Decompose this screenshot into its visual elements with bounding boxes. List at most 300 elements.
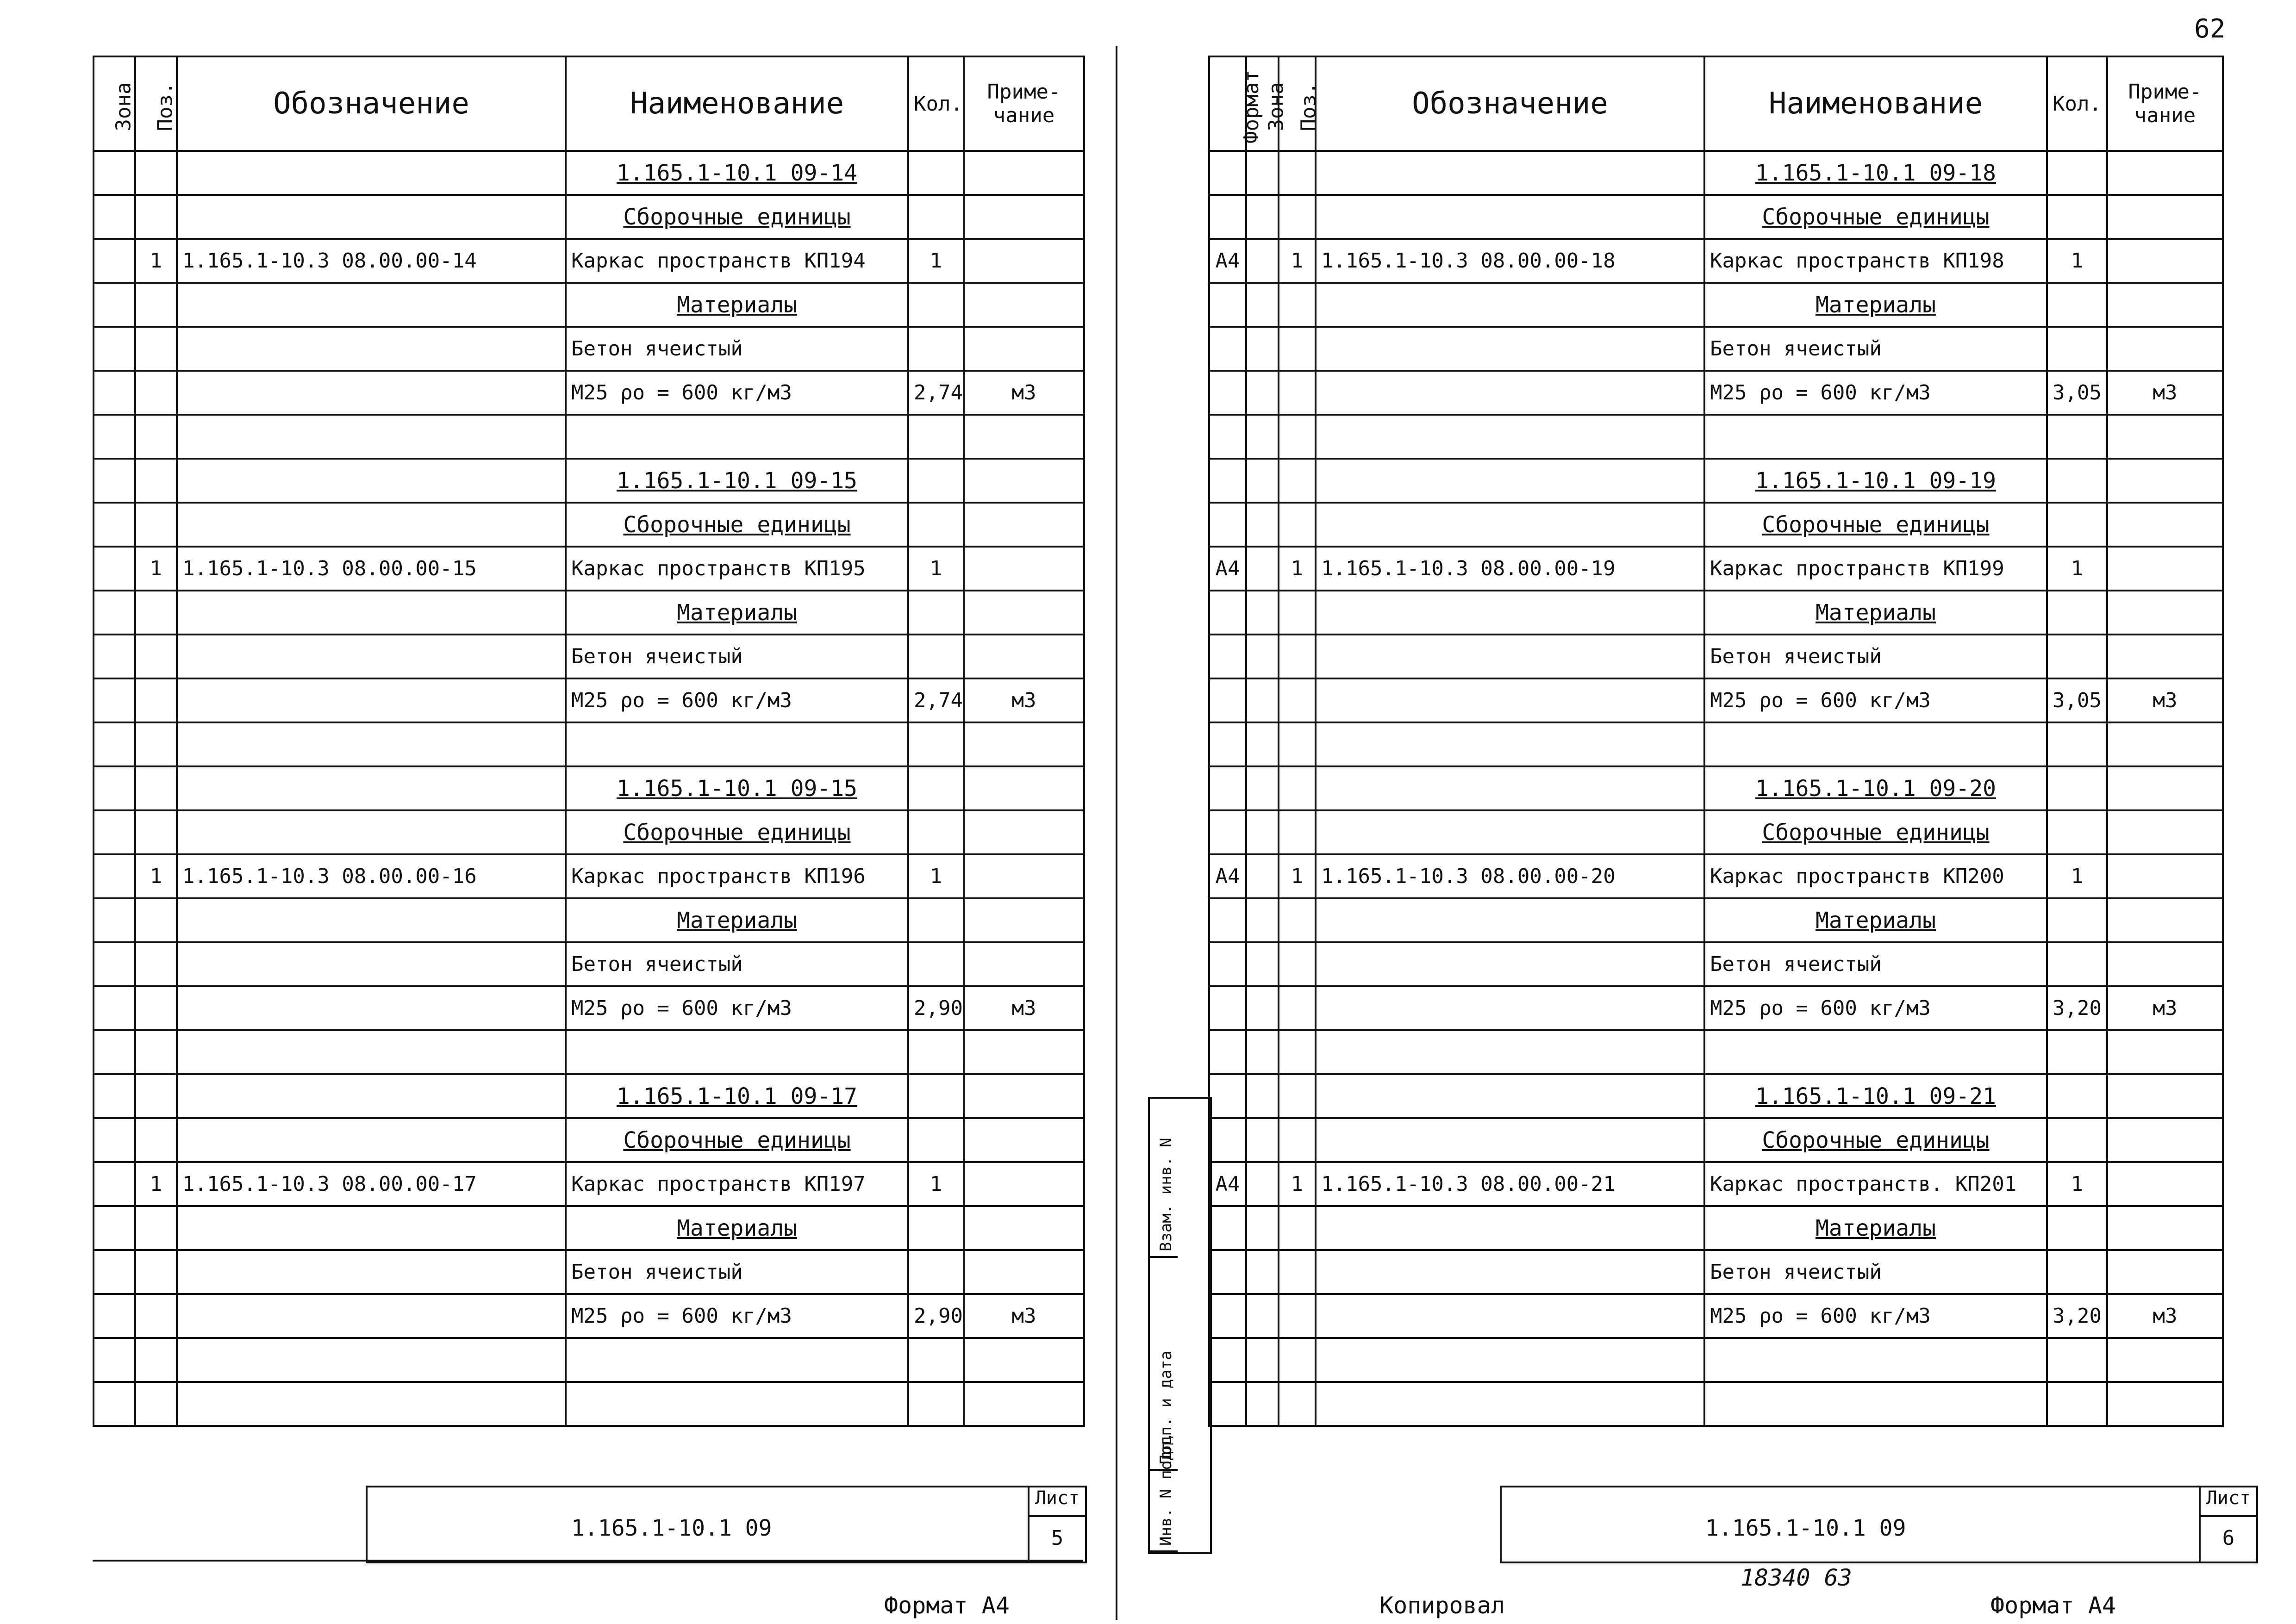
table-cell: [94, 1162, 135, 1206]
table-cell: [2047, 766, 2107, 810]
table-cell: [1316, 151, 1704, 195]
table-cell: 1.165.1-10.3 08.00.00-18: [1316, 239, 1704, 283]
table-cell: [566, 1030, 908, 1074]
table-cell: [908, 283, 964, 327]
table-cell: [1316, 1382, 1704, 1426]
table-row: [1209, 722, 2223, 766]
table-cell: [908, 810, 964, 854]
table-cell: 1.165.1-10.3 08.00.00-20: [1316, 854, 1704, 898]
table-cell: [94, 1294, 135, 1338]
table-cell: [177, 986, 566, 1030]
table-cell: 1.165.1-10.1 09-21: [1704, 1074, 2047, 1118]
table-cell: [1246, 1294, 1279, 1338]
table-cell: [135, 1294, 177, 1338]
header-zone: Зона: [1246, 56, 1279, 151]
table-cell: [566, 415, 908, 459]
table-row: [94, 854, 1084, 898]
table-row: [94, 1382, 1084, 1426]
table-cell: М25 ρо = 600 кг/м3: [1704, 371, 2047, 415]
table-cell: [135, 1030, 177, 1074]
table-cell: [1209, 1338, 1246, 1382]
table-cell: [1246, 371, 1279, 415]
table-cell: 1: [135, 547, 177, 591]
table-cell: [1316, 283, 1704, 327]
table-cell: [964, 503, 1084, 547]
table-cell: 1: [2047, 854, 2107, 898]
table-cell: 1.165.1-10.1 09-15: [566, 459, 908, 503]
table-cell: [94, 635, 135, 678]
table-cell: Материалы: [1704, 591, 2047, 635]
table-cell: [908, 1382, 964, 1426]
page-number: 62: [2194, 14, 2226, 44]
table-cell: 2,74: [908, 371, 964, 415]
table-cell: [1246, 195, 1279, 239]
table-cell: [177, 1030, 566, 1074]
table-cell: [908, 635, 964, 678]
table-cell: [2047, 898, 2107, 942]
table-row: [94, 1206, 1084, 1250]
table-cell: [2047, 810, 2107, 854]
table-cell: [1246, 547, 1279, 591]
table-cell: [94, 1382, 135, 1426]
table-cell: [908, 327, 964, 371]
table-cell: [1209, 722, 1246, 766]
table-cell: [1209, 195, 1246, 239]
table-cell: [2047, 591, 2107, 635]
table-cell: [135, 986, 177, 1030]
table-cell: М25 ρо = 600 кг/м3: [1704, 678, 2047, 722]
table-cell: Бетон ячеистый: [566, 327, 908, 371]
table-cell: [94, 854, 135, 898]
table-cell: [1316, 635, 1704, 678]
table-cell: [94, 503, 135, 547]
table-cell: [1316, 591, 1704, 635]
table-cell: [1209, 766, 1246, 810]
table-cell: [1316, 1206, 1704, 1250]
table-cell: [135, 1118, 177, 1162]
table-cell: [1209, 1030, 1246, 1074]
table-cell: [94, 195, 135, 239]
table-cell: Материалы: [566, 283, 908, 327]
table-row: [94, 591, 1084, 635]
table-cell: [964, 1338, 1084, 1382]
table-cell: Материалы: [566, 591, 908, 635]
table-cell: [1246, 854, 1279, 898]
right-sheet-box: [2199, 1487, 2256, 1562]
table-cell: [1316, 942, 1704, 986]
table-cell: [94, 942, 135, 986]
table-cell: [1316, 678, 1704, 722]
table-cell: [1246, 1118, 1279, 1162]
table-cell: Бетон ячеистый: [1704, 1250, 2047, 1294]
table-cell: 1.165.1-10.1 09-14: [566, 151, 908, 195]
table-cell: М25 ρо = 600 кг/м3: [566, 371, 908, 415]
table-cell: 1: [135, 854, 177, 898]
table-cell: [135, 1338, 177, 1382]
table-cell: [1209, 327, 1246, 371]
table-cell: [1316, 1030, 1704, 1074]
table-cell: [1316, 766, 1704, 810]
header-designation: Обозначение: [177, 56, 566, 151]
table-cell: [2107, 1338, 2223, 1382]
table-cell: [1279, 195, 1316, 239]
table-cell: [1246, 1074, 1279, 1118]
table-cell: [2047, 151, 2107, 195]
table-cell: м3: [964, 986, 1084, 1030]
table-row: [94, 1294, 1084, 1338]
table-cell: [94, 766, 135, 810]
table-cell: Сборочные единицы: [1704, 503, 2047, 547]
table-cell: [1316, 195, 1704, 239]
table-cell: [908, 1206, 964, 1250]
table-cell: [1279, 283, 1316, 327]
table-cell: [1704, 1338, 2047, 1382]
table-cell: 1.165.1-10.3 08.00.00-14: [177, 239, 566, 283]
table-cell: [2107, 1074, 2223, 1118]
table-cell: [177, 1118, 566, 1162]
table-cell: [2047, 503, 2107, 547]
table-cell: [964, 1162, 1084, 1206]
table-cell: [135, 1382, 177, 1426]
left-sheet-number: 5: [1051, 1526, 1064, 1550]
table-cell: м3: [2107, 371, 2223, 415]
table-cell: [177, 195, 566, 239]
table-cell: М25 ρо = 600 кг/м3: [1704, 1294, 2047, 1338]
table-row: [1209, 1118, 2223, 1162]
table-cell: [1246, 1382, 1279, 1426]
table-cell: Сборочные единицы: [1704, 1118, 2047, 1162]
table-cell: 1.165.1-10.3 08.00.00-21: [1316, 1162, 1704, 1206]
table-row: [1209, 635, 2223, 678]
table-cell: [908, 415, 964, 459]
table-row: [1209, 327, 2223, 371]
table-cell: [177, 722, 566, 766]
table-row: [94, 986, 1084, 1030]
table-cell: Каркас пространств КП195: [566, 547, 908, 591]
left-sheet-box: [1028, 1487, 1085, 1562]
table-cell: [2107, 151, 2223, 195]
table-cell: [135, 810, 177, 854]
table-row: [94, 722, 1084, 766]
left-table-body: [94, 151, 1084, 1426]
table-cell: [2047, 1382, 2107, 1426]
table-cell: [94, 986, 135, 1030]
table-cell: [1246, 1250, 1279, 1294]
table-cell: [177, 371, 566, 415]
table-cell: [2047, 722, 2107, 766]
table-cell: Бетон ячеистый: [566, 635, 908, 678]
table-cell: М25 ρо = 600 кг/м3: [566, 1294, 908, 1338]
table-cell: [1316, 1338, 1704, 1382]
left-table-header: [94, 56, 1084, 151]
table-cell: [135, 591, 177, 635]
table-cell: 1: [908, 547, 964, 591]
table-cell: [566, 1338, 908, 1382]
table-row: [1209, 591, 2223, 635]
table-cell: [2107, 810, 2223, 854]
table-cell: [1209, 678, 1246, 722]
table-row: [1209, 547, 2223, 591]
table-cell: [1316, 1294, 1704, 1338]
table-cell: [1279, 1206, 1316, 1250]
table-cell: [1704, 1382, 2047, 1426]
table-cell: А4: [1209, 239, 1246, 283]
table-cell: [908, 1250, 964, 1294]
table-cell: [1209, 898, 1246, 942]
table-row: [1209, 942, 2223, 986]
table-cell: [135, 1250, 177, 1294]
table-row: [94, 151, 1084, 195]
table-cell: [1209, 151, 1246, 195]
table-cell: Сборочные единицы: [1704, 810, 2047, 854]
table-row: [94, 810, 1084, 854]
table-cell: А4: [1209, 854, 1246, 898]
table-cell: [1209, 1074, 1246, 1118]
table-cell: [1209, 1250, 1246, 1294]
table-cell: [1279, 1030, 1316, 1074]
table-cell: Каркас пространств КП200: [1704, 854, 2047, 898]
table-cell: [1246, 1338, 1279, 1382]
table-cell: [2047, 1250, 2107, 1294]
table-row: [1209, 1338, 2223, 1382]
table-cell: м3: [2107, 1294, 2223, 1338]
table-cell: 1.165.1-10.1 09-19: [1704, 459, 2047, 503]
table-cell: М25 ρо = 600 кг/м3: [566, 678, 908, 722]
table-cell: 1: [908, 1162, 964, 1206]
table-cell: [908, 459, 964, 503]
table-row: [1209, 503, 2223, 547]
table-row: [94, 415, 1084, 459]
table-cell: [964, 1030, 1084, 1074]
table-cell: [1704, 415, 2047, 459]
table-cell: [2047, 942, 2107, 986]
table-cell: [1246, 766, 1279, 810]
table-row: [1209, 371, 2223, 415]
table-row: [1209, 986, 2223, 1030]
header-qty: Кол.: [2047, 56, 2107, 151]
table-cell: 2,74: [908, 678, 964, 722]
table-cell: [964, 722, 1084, 766]
table-cell: 1.165.1-10.3 08.00.00-19: [1316, 547, 1704, 591]
table-cell: [1209, 635, 1246, 678]
table-cell: [94, 283, 135, 327]
table-cell: [1246, 283, 1279, 327]
table-cell: [964, 195, 1084, 239]
table-cell: [908, 591, 964, 635]
table-row: [94, 503, 1084, 547]
table-cell: [2107, 547, 2223, 591]
table-row: [94, 1250, 1084, 1294]
table-cell: Материалы: [566, 1206, 908, 1250]
right-table-header: [1209, 56, 2223, 151]
table-cell: 1: [1279, 854, 1316, 898]
table-cell: [1246, 1206, 1279, 1250]
table-cell: [94, 415, 135, 459]
table-cell: [2107, 942, 2223, 986]
table-cell: [964, 327, 1084, 371]
table-cell: А4: [1209, 1162, 1246, 1206]
table-cell: Каркас пространств КП194: [566, 239, 908, 283]
table-cell: [1279, 678, 1316, 722]
table-cell: [1279, 1382, 1316, 1426]
table-cell: Бетон ячеистый: [566, 1250, 908, 1294]
table-cell: [1279, 942, 1316, 986]
sheet-divider: [1116, 46, 1117, 1620]
table-cell: 1: [135, 1162, 177, 1206]
header-note: Приме-чание: [964, 56, 1084, 151]
table-cell: [1246, 503, 1279, 547]
table-cell: [1209, 1206, 1246, 1250]
table-cell: Бетон ячеистый: [1704, 327, 2047, 371]
table-cell: 1.165.1-10.1 09-17: [566, 1074, 908, 1118]
table-cell: [1209, 503, 1246, 547]
table-cell: [1209, 1118, 1246, 1162]
table-cell: [2107, 459, 2223, 503]
table-cell: [1246, 635, 1279, 678]
table-cell: [964, 810, 1084, 854]
table-cell: [1279, 327, 1316, 371]
table-cell: [1316, 1118, 1704, 1162]
table-cell: 1.165.1-10.3 08.00.00-15: [177, 547, 566, 591]
table-cell: [1246, 239, 1279, 283]
table-cell: [2107, 898, 2223, 942]
table-cell: [2047, 415, 2107, 459]
table-cell: [2047, 327, 2107, 371]
table-cell: [908, 722, 964, 766]
table-cell: [964, 1382, 1084, 1426]
table-cell: 1.165.1-10.3 08.00.00-17: [177, 1162, 566, 1206]
table-cell: [1316, 722, 1704, 766]
table-cell: [1316, 1074, 1704, 1118]
table-cell: [964, 898, 1084, 942]
table-cell: 1: [2047, 239, 2107, 283]
table-cell: Бетон ячеистый: [1704, 942, 2047, 986]
header-pos: Поз.: [1279, 56, 1316, 151]
table-cell: [1246, 678, 1279, 722]
table-cell: [908, 1074, 964, 1118]
table-cell: [177, 942, 566, 986]
table-row: [1209, 415, 2223, 459]
table-cell: [177, 591, 566, 635]
table-cell: [2047, 1338, 2107, 1382]
table-cell: 1: [135, 239, 177, 283]
table-cell: [2047, 459, 2107, 503]
right-sheet-label: Лист: [2201, 1487, 2256, 1517]
table-cell: Сборочные единицы: [566, 810, 908, 854]
table-cell: [908, 195, 964, 239]
table-cell: [2107, 1030, 2223, 1074]
table-cell: [1279, 1074, 1316, 1118]
table-row: [1209, 810, 2223, 854]
table-cell: [2047, 283, 2107, 327]
table-cell: [2107, 722, 2223, 766]
table-cell: [2107, 327, 2223, 371]
table-cell: [135, 1206, 177, 1250]
table-cell: [94, 1118, 135, 1162]
table-cell: [964, 1250, 1084, 1294]
table-cell: [1279, 898, 1316, 942]
table-cell: [1279, 635, 1316, 678]
table-cell: [1209, 371, 1246, 415]
table-cell: [135, 283, 177, 327]
table-cell: [177, 766, 566, 810]
table-cell: [2047, 635, 2107, 678]
table-cell: [1316, 1250, 1704, 1294]
header-note: Приме-чание: [2107, 56, 2223, 151]
table-cell: [908, 1030, 964, 1074]
table-cell: [2107, 591, 2223, 635]
table-cell: [1279, 151, 1316, 195]
table-cell: А4: [1209, 547, 1246, 591]
table-cell: [1209, 986, 1246, 1030]
table-cell: [1316, 459, 1704, 503]
table-cell: [2107, 1382, 2223, 1426]
table-cell: [135, 1074, 177, 1118]
table-row: [1209, 1030, 2223, 1074]
table-cell: [1316, 810, 1704, 854]
table-cell: [177, 635, 566, 678]
table-cell: [1316, 503, 1704, 547]
table-cell: [177, 1294, 566, 1338]
table-cell: [1246, 415, 1279, 459]
table-cell: [1279, 371, 1316, 415]
table-cell: [2047, 1118, 2107, 1162]
table-cell: [1209, 459, 1246, 503]
table-cell: Сборочные единицы: [566, 195, 908, 239]
table-row: [94, 195, 1084, 239]
table-cell: [1209, 1294, 1246, 1338]
table-cell: [1279, 415, 1316, 459]
table-row: [94, 1162, 1084, 1206]
header-pos: Поз.: [135, 56, 177, 151]
table-row: [1209, 283, 2223, 327]
table-cell: [94, 459, 135, 503]
archive-number: 18340 63: [1741, 1564, 1852, 1591]
table-cell: [964, 1074, 1084, 1118]
table-cell: [135, 459, 177, 503]
table-cell: 3,05: [2047, 371, 2107, 415]
table-cell: 2,90: [908, 986, 964, 1030]
table-cell: [135, 678, 177, 722]
right-table-body: [1209, 151, 2223, 1426]
table-row: [94, 459, 1084, 503]
table-cell: [964, 283, 1084, 327]
table-cell: 1.165.1-10.1 09-20: [1704, 766, 2047, 810]
table-row: [1209, 459, 2223, 503]
table-cell: [2047, 1030, 2107, 1074]
table-cell: [177, 678, 566, 722]
table-row: [1209, 1162, 2223, 1206]
header-name: Наименование: [1704, 56, 2047, 151]
table-cell: [1209, 283, 1246, 327]
header-format: Формат: [1209, 56, 1246, 151]
table-cell: [566, 722, 908, 766]
table-cell: [1246, 1030, 1279, 1074]
table-cell: Материалы: [1704, 283, 2047, 327]
right-spec-table: [1208, 56, 2224, 1427]
table-cell: [177, 1382, 566, 1426]
table-cell: Сборочные единицы: [1704, 195, 2047, 239]
table-row: [94, 371, 1084, 415]
table-cell: [908, 1118, 964, 1162]
table-cell: [964, 591, 1084, 635]
table-cell: [135, 942, 177, 986]
table-row: [1209, 854, 2223, 898]
table-cell: [964, 766, 1084, 810]
left-title-block: [366, 1486, 1087, 1563]
table-cell: 1: [2047, 547, 2107, 591]
table-cell: [135, 415, 177, 459]
